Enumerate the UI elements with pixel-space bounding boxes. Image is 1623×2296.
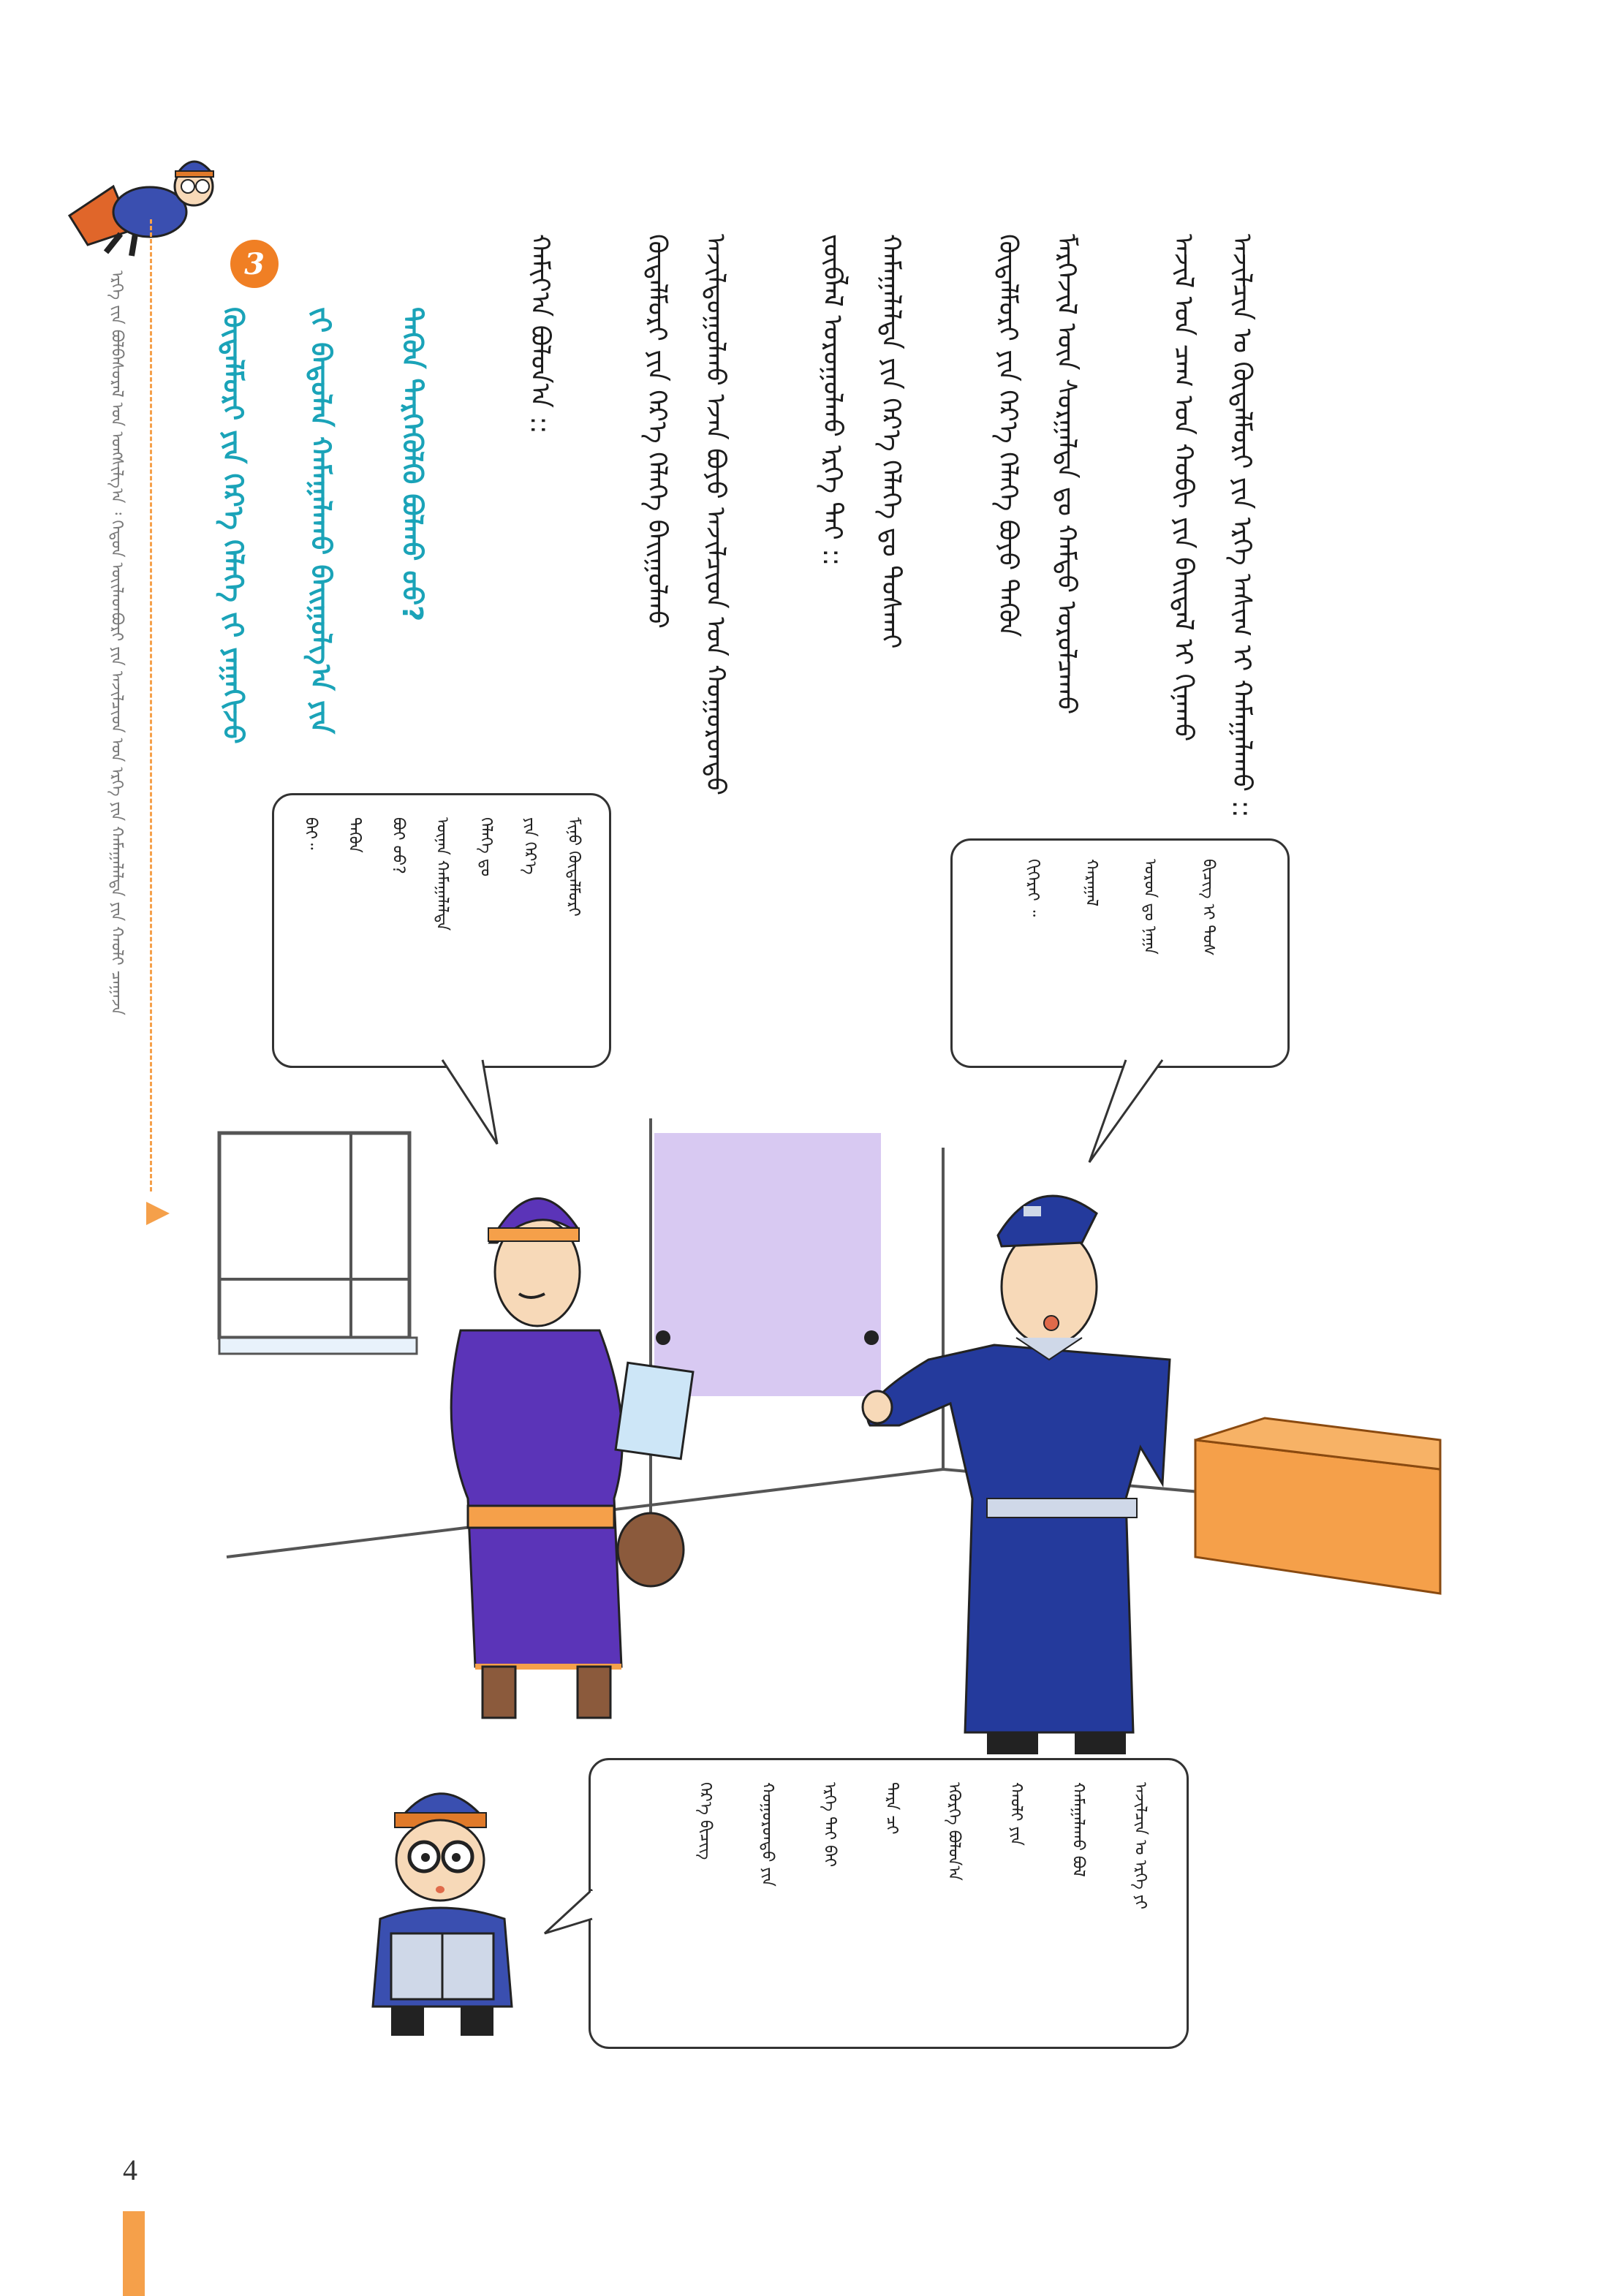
bubble-line: ᠠᠵᠢᠯᠴᠢᠨ ᠤ ᠡᠷᠬᠡ ᠶᠢ <box>1131 1782 1149 1910</box>
speech-bubble-worker <box>272 793 611 1068</box>
section-number-badge: 3 <box>230 240 279 288</box>
flying-mascot-illustration <box>62 135 223 259</box>
bubble-line: ᠡᠷᠬᠡ ᠲᠠᠢ ᠪᠠᠢ <box>820 1782 839 1868</box>
bubble-line: ᠲᠡᠷᠡ ᠴᠢ <box>882 1782 901 1835</box>
boy-reader-illustration <box>351 1773 526 2050</box>
bubble-line: ᠬᠠᠤᠯᠢ ᠶᠢᠨ <box>1007 1782 1025 1846</box>
body-line-5: ᠬᠠᠮᠠᠭᠠᠯᠠᠯᠲᠠ ᠶᠢᠨ ᠭᠡᠷ᠎ᠡ ᠬᠡᠯᠡᠬᠡ ᠳᠤ ᠲᠤᠰᠬᠠᠢ <box>876 234 906 649</box>
bubble-line: ᠡᠭᠦᠷᠭᠡ ᠪᠤᠯᠤᠨ᠎ᠠ <box>945 1782 963 1881</box>
speech-bubble-boy <box>589 1758 1189 2049</box>
bubble-line: ᠪᠠᠢ᠃ <box>301 817 319 850</box>
question-line-2: ᠵᠢ ᠪᠠᠲᠤᠯᠠᠨ ᠬᠠᠮᠠᠭᠠᠯᠠᠬᠤ ᠪᠠᠢᠭᠤᠯᠭ᠎ᠠ ᠶᠢᠨ <box>305 307 337 735</box>
question-line-1: ᠬᠥᠳᠡᠯᠮᠦᠷᠢ ᠶᠢᠨ ᠭᠡᠷ᠎ᠡ ᠬᠡᠯᠡᠬᠡ ᠵᠢ ᠶᠠᠭᠠᠬᠢᠵᠤ <box>217 307 249 744</box>
question-line-3: ᠲᠡᠭᠦᠨ ᠲᠡᠷᠭᠡᠭᠦᠯᠬᠦ ᠪᠣᠯᠬᠤ ᠤᠤ? <box>396 307 428 622</box>
bubble-line: ᠬᠢᠭᠡᠷᠡᠢ ᠃ <box>1024 859 1042 917</box>
page-side-tab <box>123 2211 145 2296</box>
body-line-2: ᠠᠵᠢᠯ ᠤᠨ ᠴᠠᠭ ᠤᠨ ᠬᠤᠪᠢ ᠶᠢᠨ ᠪᠠᠢᠳᠠᠯ ᠢ ᠬᠢᠨᠠᠬᠤ <box>1168 234 1198 742</box>
bubble-line: ᠦᠨᠡᠨ ᠬᠠᠮᠠᠭᠠᠯᠠᠯᠲᠠ <box>433 817 451 931</box>
bubble-line: ᠬᠠᠮᠠᠭᠠᠯᠠᠬᠤ ᠪᠣᠯ <box>1069 1782 1087 1877</box>
bubble-line: ᠭᠡᠷ᠎ᠡ ᠪᠢᠴᠢᠭ <box>696 1782 714 1860</box>
running-header: ᠡᠷᠬᠡ ᠵᠢᠨ ᠪᠣᠯᠪᠠᠰᠤᠷᠠᠯ ᠤᠨ ᠤᠩᠰᠢᠯᠭ᠎ᠠ ᠄ ᠬᠡᠳᠦᠨ ᠦᠢᠯᠡᠳᠪᠦᠷᠢ ᠶᠢᠨ ᠠᠵᠢᠯᠴᠢᠳ ᠤᠨ ᠡᠷᠬᠡ ᠶᠢᠨ ᠬᠠᠮᠠᠭᠠᠯᠠᠯᠲᠠ ᠶᠢᠨ ᠬᠠᠤᠯᠢ ᠴᠠᠭᠠᠵᠠ <box>107 270 126 1015</box>
body-line-7: ᠠᠵᠢᠯᠳᠤᠭᠤᠯᠬᠤ ᠡᠵᠡᠨ ᠪᠤᠶᠤ ᠠᠵᠢᠯᠴᠢᠳ ᠤᠨ ᠬᠣᠭᠣᠷᠤᠨᠳᠤ <box>700 234 730 796</box>
bubble-line: ᠬᠡᠯᠡᠬᠡ ᠳᠤ <box>477 817 495 877</box>
body-line-4: ᠬᠥᠳᠡᠯᠮᠦᠷᠢ ᠶᠢᠨ ᠭᠡᠷ᠎ᠡ ᠬᠡᠯᠡᠬᠡ ᠪᠤᠶᠤ ᠲᠡᠭᠦᠨ <box>993 234 1023 637</box>
bubble-line: ᠣᠷᠣᠨ ᠳᠤ ᠨᠠᠭᠠ <box>1140 859 1159 955</box>
bubble-tail-boy <box>541 1890 599 1963</box>
body-line-3: ᠮᠡᠷᠭᠡᠵᠢᠯ ᠦᠨ ᠰᠤᠷᠭᠠᠯᠲᠠ ᠳᠤ ᠬᠠᠮᠲᠤ ᠣᠷᠣᠯᠴᠠᠬᠤ <box>1051 234 1081 715</box>
bubble-line: ᠮᠢᠨᠤ ᠬᠥᠳᠡᠯᠮᠦᠷᠢ <box>564 817 583 917</box>
header-divider <box>150 219 152 1191</box>
body-line-9: ᠬᠠᠮᠢᠶ᠎ᠠ ᠪᠣᠯᠤᠨ᠎ᠠ :: <box>525 234 555 434</box>
page-number: 4 <box>123 2153 137 2186</box>
speech-bubble-officer <box>950 838 1290 1068</box>
bubble-line: ᠲᠡᠭᠦᠨ <box>345 817 363 853</box>
bubble-line: ᠬᠣᠭᠣᠷᠤᠨᠳᠤ ᠶᠢᠨ <box>758 1782 776 1887</box>
bubble-line: ᠪᠤᠢ ᠤᠤ? <box>389 817 407 874</box>
bubble-line: ᠶᠢᠨ ᠭᠡᠷ᠎ᠡ <box>521 817 539 875</box>
body-line-1: ᠠᠵᠢᠯᠴᠢᠨ ᠤ ᠬᠥᠳᠡᠯᠮᠦᠷᠢ ᠶᠢᠨ ᠡᠷᠬᠡ ᠠᠰᠢᠭ ᠢ ᠬᠠᠮᠠᠭᠠᠯᠠᠬᠤ :: <box>1227 234 1257 818</box>
office-scene-illustration <box>227 1118 1440 1747</box>
officer-character <box>863 1196 1170 1754</box>
body-line-8: ᠬᠥᠳᠡᠯᠮᠦᠷᠢ ᠶᠢᠨ ᠭᠡᠷ᠎ᠡ ᠬᠡᠯᠡᠬᠡ ᠪᠠᠢᠭᠤᠯᠬᠤ <box>642 234 672 629</box>
arrow-down-icon <box>143 1199 173 1228</box>
bubble-line: ᠬᠠᠷᠠᠭᠠᠯ <box>1082 859 1100 906</box>
body-line-6: ᠵᠥᠪᠯᠡᠯ ᠣᠷᠣᠭᠤᠯᠬᠤ ᠡᠷᠬᠡ ᠲᠠᠢ :: <box>817 234 847 567</box>
bubble-line: ᠪᠢᠴᠢᠭ ᠢ ᠲᠤᠰ <box>1199 859 1217 956</box>
